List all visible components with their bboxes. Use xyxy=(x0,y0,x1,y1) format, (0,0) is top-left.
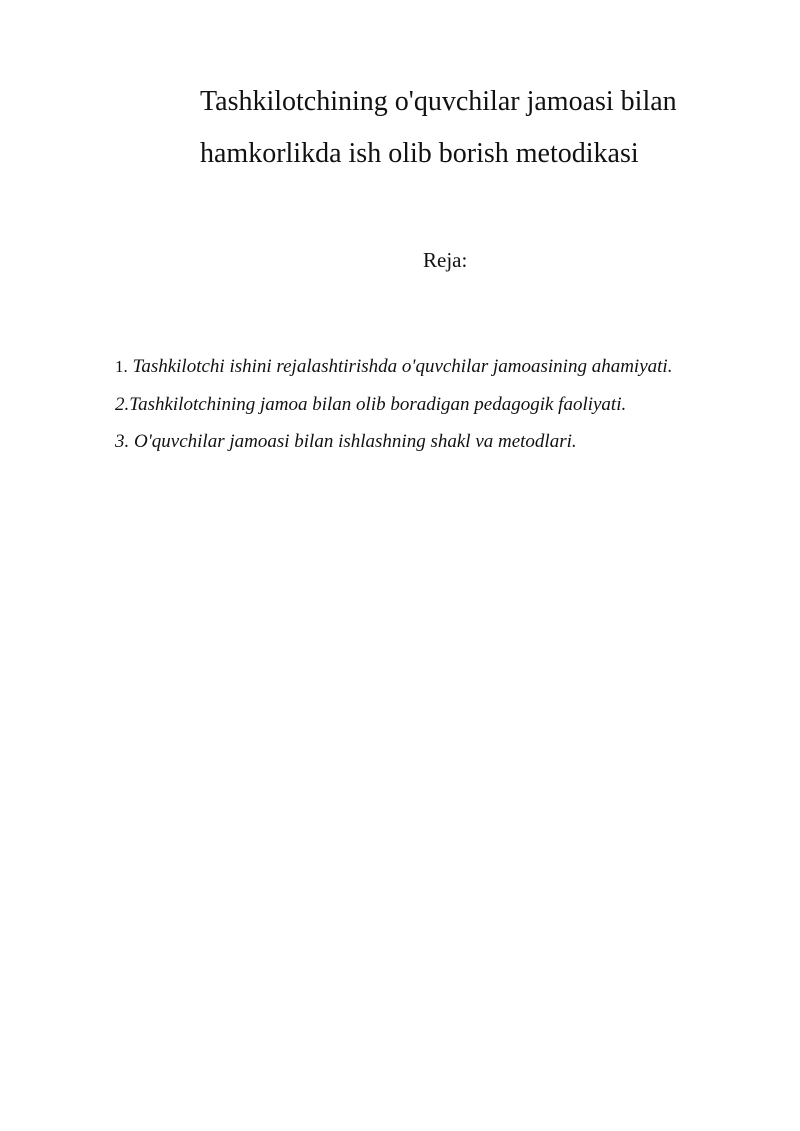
document-title xyxy=(200,76,760,180)
plan-item-1 xyxy=(115,348,755,386)
plan-item-text: Tashkilotchi ishini rejalashtirishda o'quvchilar jamoasining ahamiyati. xyxy=(127,356,673,377)
plan-item-text: Tashkilotchining jamoa bilan olib boradigan pedagogik faoliyati. xyxy=(129,393,627,415)
title-line-2: hamkorlikda ish olib borish metodikasi xyxy=(200,138,639,169)
plan-heading: Reja: xyxy=(423,248,468,272)
plan-item-number: 2. xyxy=(115,393,130,415)
plan-item-number: 3. xyxy=(115,431,130,452)
plan-list xyxy=(115,348,755,461)
plan-item-3 xyxy=(115,423,755,461)
plan-item-number: 1. xyxy=(115,357,128,376)
plan-item-text: O'quvchilar jamoasi bilan ishlashning shakl va metodlari. xyxy=(129,431,577,452)
plan-item-2 xyxy=(115,386,755,424)
title-line-1: Tashkilotchining o'quvchilar jamoasi bilan xyxy=(200,86,677,117)
